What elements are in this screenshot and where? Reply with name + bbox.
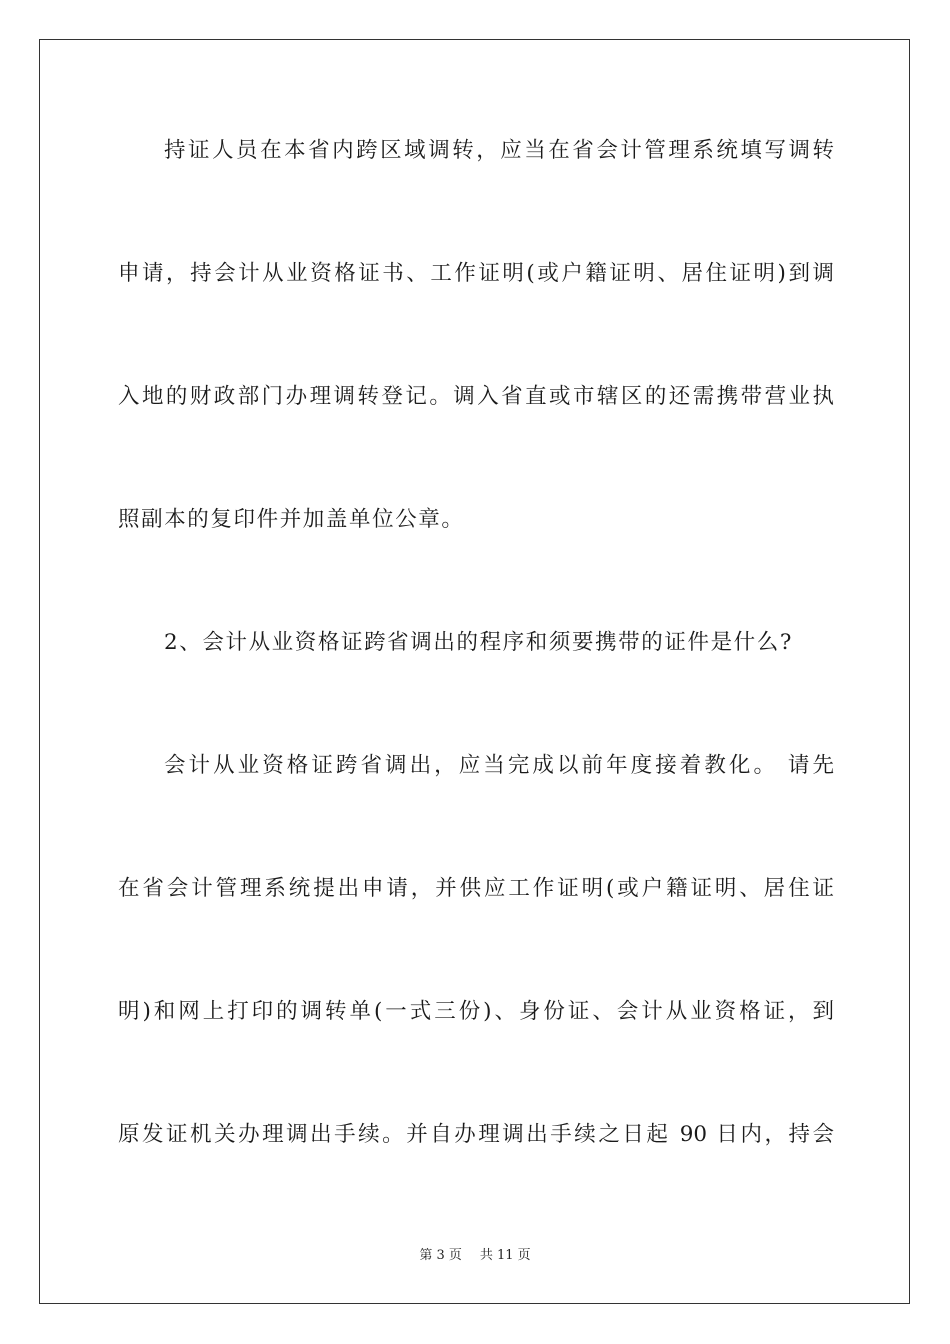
paragraph-1-line-1: 持证人员在本省内跨区域调转，应当在省会计管理系统填写调转 (164, 138, 834, 163)
section-heading-2: 2、会计从业资格证跨省调出的程序和须要携带的证件是什么? (164, 630, 794, 655)
paragraph-1-line-3: 入地的财政部门办理调转登记。调入省直或市辖区的还需携带营业执 (118, 384, 834, 409)
page-total: 共 11 页 (479, 1248, 531, 1263)
page-footer (0, 1247, 950, 1265)
paragraph-1-line-4: 照副本的复印件并加盖单位公章。 (118, 507, 465, 532)
paragraph-2-line-4: 原发证机关办理调出手续。并自办理调出手续之日起 90 日内，持会 (118, 1122, 834, 1147)
paragraph-2-line-2: 在省会计管理系统提出申请，并供应工作证明(或户籍证明、居住证 (118, 876, 834, 901)
paragraph-2-line-1: 会计从业资格证跨省调出，应当完成以前年度接着教化。 请先 (164, 753, 834, 778)
page-number: 第 3 页 (419, 1248, 462, 1263)
paragraph-1-line-2: 申请，持会计从业资格证书、工作证明(或户籍证明、居住证明)到调 (118, 261, 834, 286)
paragraph-2-line-3: 明)和网上打印的调转单(一式三份)、身份证、会计从业资格证，到 (118, 999, 834, 1024)
page-border (39, 39, 910, 1304)
